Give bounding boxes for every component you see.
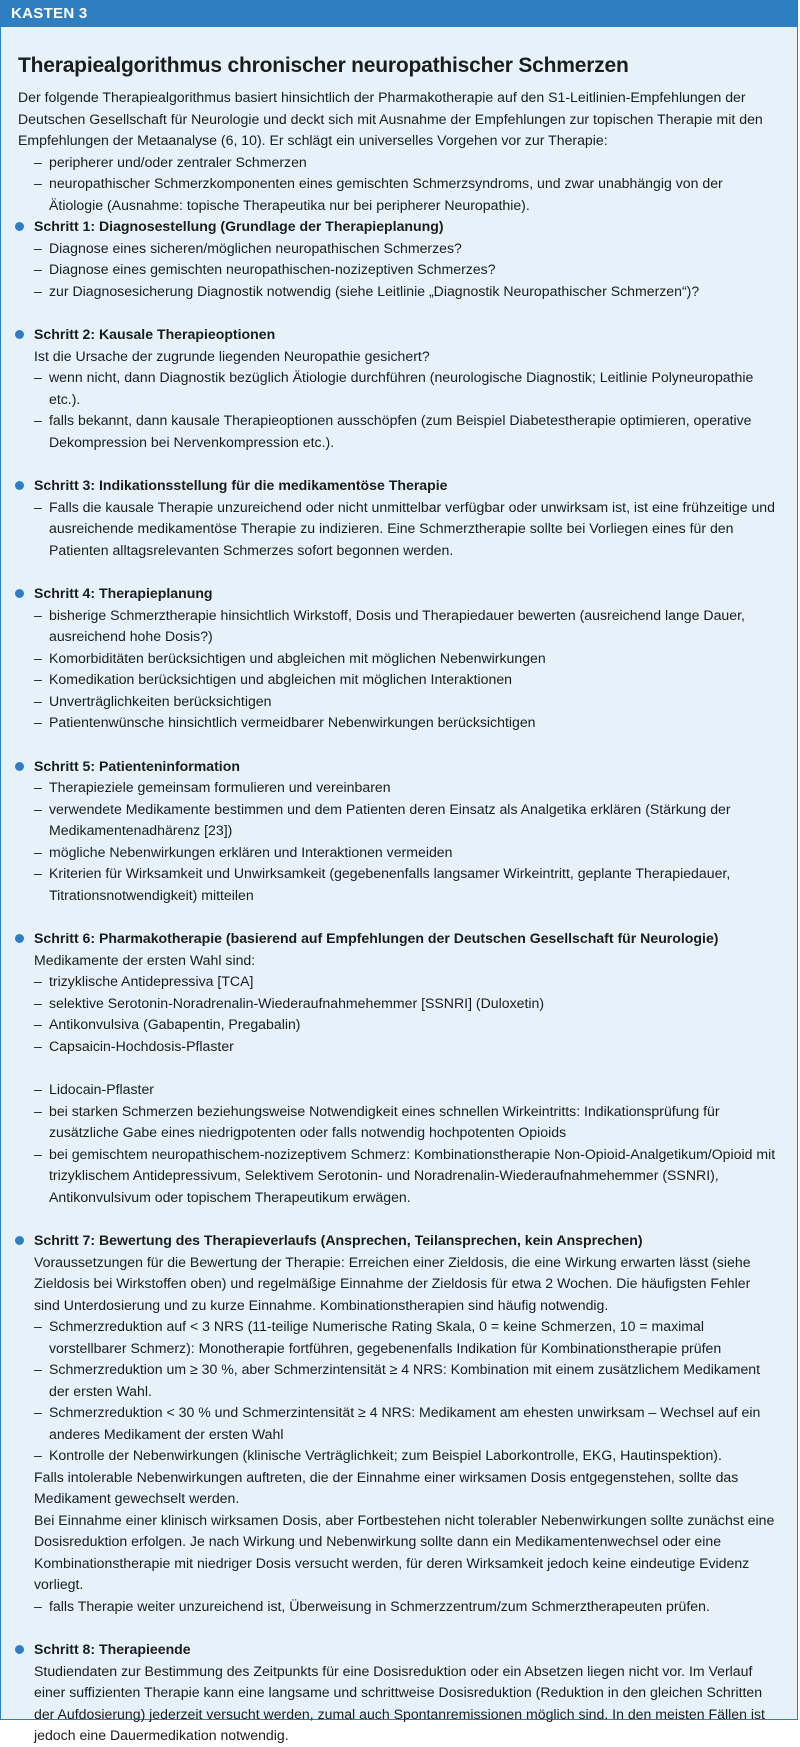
list-item: – bisherige Schmerztherapie hinsichtlich Wirkstoff, Dosis und Therapiedauer bewerten (ausreichend lange Dauer, ausreichend hohe Dosis?) <box>34 605 778 648</box>
step-6 <box>18 928 778 1208</box>
box-title: Therapiealgorithmus chronischer neuropathischer Schmerzen <box>18 54 629 77</box>
step-1 <box>18 216 778 302</box>
bullet-icon <box>15 589 24 598</box>
list-item: – Kontrolle der Nebenwirkungen (klinische Verträglichkeit; zum Beispiel Laborkontrolle, EKG, Hautinspektion). <box>34 1445 778 1467</box>
list-item: – Kriterien für Wirksamkeit und Unwirksamkeit (gegebenenfalls langsamer Wirkeintritt, geplante Therapiedauer, Titrationsnotwendigkeit) mitteilen <box>34 863 778 906</box>
step-heading: Schritt 8: Therapieende <box>34 1641 191 1657</box>
list-item: – Komorbiditäten berücksichtigen und abgleichen mit möglichen Nebenwirkungen <box>34 648 778 670</box>
list-item: – peripherer und/oder zentraler Schmerzen <box>18 152 778 174</box>
intro-text: Der folgende Therapiealgorithmus basiert hinsichtlich der Pharmakotherapie auf den S1-Leitlinien-Empfehlungen der Deutschen Gesellschaft für Neurologie und deckt sich mit Ausnahme der Empfehlungen zur topischen Therapie mit den Empfehlungen der Metaanalyse (6, 10). Er schlägt ein universelles Vorgehen vor zur Therapie: <box>18 89 763 148</box>
list-item: – Diagnose eines sicheren/möglichen neuropathischen Schmerzes? <box>34 238 778 260</box>
step-7 <box>18 1230 778 1617</box>
step-heading: Schritt 4: Therapieplanung <box>34 585 213 601</box>
list-item: – Capsaicin-Hochdosis-Pflaster <box>34 1036 778 1058</box>
step-lead: Medikamente der ersten Wahl sind: <box>34 951 256 968</box>
bullet-icon <box>15 222 24 231</box>
box-label: KASTEN 3 <box>1 1 797 27</box>
list-item: – Schmerzreduktion um ≥ 30 %, aber Schmerzintensität ≥ 4 NRS: Kombination mit einem zusätzlichem Medikament der ersten Wahl. <box>34 1359 778 1402</box>
list-item: – Komedikation berücksichtigen und abgleichen mit möglichen Interaktionen <box>34 669 778 691</box>
step-list <box>34 777 778 906</box>
step-8 <box>18 1639 778 1747</box>
step-paragraph: Bei Einnahme einer klinisch wirksamen Dosis, aber Fortbestehen nicht tolerabler Nebenwirkungen sollte zunächst eine Dosisreduktion erfolgen. Je nach Wirkung und Nebenwirkung sollte dann ein Medikamentenwechsel oder eine Kombinationstherapie mit niedriger Dosis versucht werden, für deren Wirksamkeit jedoch keine eindeutige Evidenz vorliegt. <box>34 1511 775 1592</box>
list-item: – zur Diagnosesicherung Diagnostik notwendig (siehe Leitlinie „Diagnostik Neuropathischer Schmerzen“)? <box>34 281 778 303</box>
list-item: – selektive Serotonin-Noradrenalin-Wiederaufnahmehemmer [SSNRI] (Duloxetin) <box>34 993 778 1015</box>
bullet-icon <box>15 934 24 943</box>
step-lead: Studiendaten zur Bestimmung des Zeitpunkts für eine Dosisreduktion oder ein Absetzen liegen nicht vor. Im Verlauf einer suffizienten Therapie kann eine langsame und schrittweise Dosisreduktion (Reduktion in den gleichen Schritten der Aufdosierung) jederzeit versucht werden, zumal auch Spontanremissionen möglich sind. In den meisten Fällen ist jedoch eine Dauermedikation notwendig. <box>34 1662 765 1743</box>
step-heading: Schritt 5: Patienteninformation <box>34 757 240 774</box>
list-item: – bei gemischtem neuropathischem-nozizeptivem Schmerz: Kombinationstherapie Non-Opioid-Analgetikum/Opioid mit trizyklischem Antidepressivum, Selektivem Serotonin- und Noradrenalin-Wiederaufnahmehemmer (SSNRI), Antikonvulsivum oder topischem Therapeutikum erwägen. <box>34 1144 778 1209</box>
list-item: – trizyklische Antidepressiva [TCA] <box>34 971 778 993</box>
step-5 <box>18 756 778 907</box>
list-item: – Therapieziele gemeinsam formulieren und vereinbaren <box>34 777 778 799</box>
step-4 <box>18 583 778 734</box>
step-list <box>34 605 778 734</box>
step-list <box>34 367 778 453</box>
list-item: – verwendete Medikamente bestimmen und dem Patienten deren Einsatz als Analgetika erklären (Stärkung der Medikamentenadhärenz [23]) <box>34 799 778 842</box>
list-item: – neuropathischer Schmerzkomponenten eines gemischten Schmerzsyndroms, und zwar unabhängig von der Ätiologie (Ausnahme: topische Therapeutika nur bei peripherer Neuropathie). <box>18 173 778 216</box>
bullet-icon <box>15 762 24 771</box>
box-content <box>18 51 778 1747</box>
list-item: – Falls die kausale Therapie unzureichend oder nicht unmittelbar verfügbar oder unwirksam ist, ist eine frühzeitige und ausreichende medikamentöse Therapie zu indizieren. Eine Schmerztherapie sollte bei Vorliegen eines für den Patienten alltagsrelevanten Schmerzes sofort begonnen werden. <box>34 497 778 562</box>
list-item: – Patientenwünsche hinsichtlich vermeidbarer Nebenwirkungen berücksichtigen <box>34 712 778 734</box>
step-heading: Schritt 1: Diagnosestellung (Grundlage der Therapieplanung) <box>34 218 444 234</box>
step-3 <box>18 475 778 561</box>
list-item: – falls bekannt, dann kausale Therapieoptionen ausschöpfen (zum Beispiel Diabetestherapie optimieren, operative Dekompression bei Nervenkompression etc.). <box>34 410 778 453</box>
bullet-icon <box>15 481 24 490</box>
step-list <box>34 238 778 303</box>
list-item: – mögliche Nebenwirkungen erklären und Interaktionen vermeiden <box>34 842 778 864</box>
list-item: – Schmerzreduktion auf < 3 NRS (11-teilige Numerische Rating Skala, 0 = keine Schmerzen, 10 = maximal vorstellbarer Schmerz): Monotherapie fortführen, gegebenenfalls Indikation für Kombinationstherapie prüfen <box>34 1316 778 1359</box>
list-item: – bei starken Schmerzen beziehungsweise Notwendigkeit eines schnellen Wirkeintritts: Indikationsprüfung für zusätzliche Gabe eines niedrigpotenten oder falls notwendig hochpotenten Opioids <box>34 1101 778 1144</box>
step-heading: Schritt 6: Pharmakotherapie (basierend auf Empfehlungen der Deutschen Gesellschaft für Neurologie) <box>34 930 719 946</box>
step-heading: Schritt 7: Bewertung des Therapieverlaufs (Ansprechen, Teilansprechen, kein Ansprechen) <box>34 1232 643 1248</box>
intro-list <box>18 152 778 217</box>
list-item: – falls Therapie weiter unzureichend ist, Überweisung in Schmerzzentrum/zum Schmerztherapeuten prüfen. <box>34 1596 778 1618</box>
step-list <box>34 497 778 562</box>
list-item: – Schmerzreduktion < 30 % und Schmerzintensität ≥ 4 NRS: Medikament am ehesten unwirksam – Wechsel auf ein anderes Medikament der ersten Wahl <box>34 1402 778 1445</box>
step-list <box>34 1596 778 1618</box>
list-item: – wenn nicht, dann Diagnostik bezüglich Ätiologie durchführen (neurologische Diagnostik; Leitlinie Polyneuropathie etc.). <box>34 367 778 410</box>
step-2 <box>18 324 778 453</box>
bullet-icon <box>15 330 24 339</box>
step-paragraph: Falls intolerable Nebenwirkungen auftreten, die der Einnahme einer wirksamen Dosis entgegenstehen, sollte das Medikament gewechselt werden. <box>34 1468 739 1506</box>
bullet-icon <box>15 1645 24 1654</box>
step-list-continued <box>34 1079 778 1208</box>
step-heading: Schritt 3: Indikationsstellung für die medikamentöse Therapie <box>34 477 448 493</box>
bullet-icon <box>15 1236 24 1245</box>
step-list <box>34 1316 778 1467</box>
step-lead: Voraussetzungen für die Bewertung der Therapie: Erreichen einer Zieldosis, die eine Wirkung erwarten lässt (siehe Zieldosis bei Wirkstoffen oben) und regelmäßige Einnahme der Zieldosis für etwa 2 Wochen. Die häufigsten Fehler sind Unterdosierung und zu kurze Einnahme. Kombinationstherapien sind häufig notwendig. <box>34 1253 751 1313</box>
step-heading: Schritt 2: Kausale Therapieoptionen <box>34 326 276 342</box>
step-lead: Ist die Ursache der zugrunde liegenden Neuropathie gesichert? <box>34 347 430 364</box>
list-item: – Unverträglichkeiten berücksichtigen <box>34 691 778 713</box>
list-item: – Lidocain-Pflaster <box>34 1079 778 1101</box>
list-item: – Antikonvulsiva (Gabapentin, Pregabalin) <box>34 1014 778 1036</box>
step-list <box>34 971 778 1057</box>
list-item: – Diagnose eines gemischten neuropathischen-nozizeptiven Schmerzes? <box>34 259 778 281</box>
